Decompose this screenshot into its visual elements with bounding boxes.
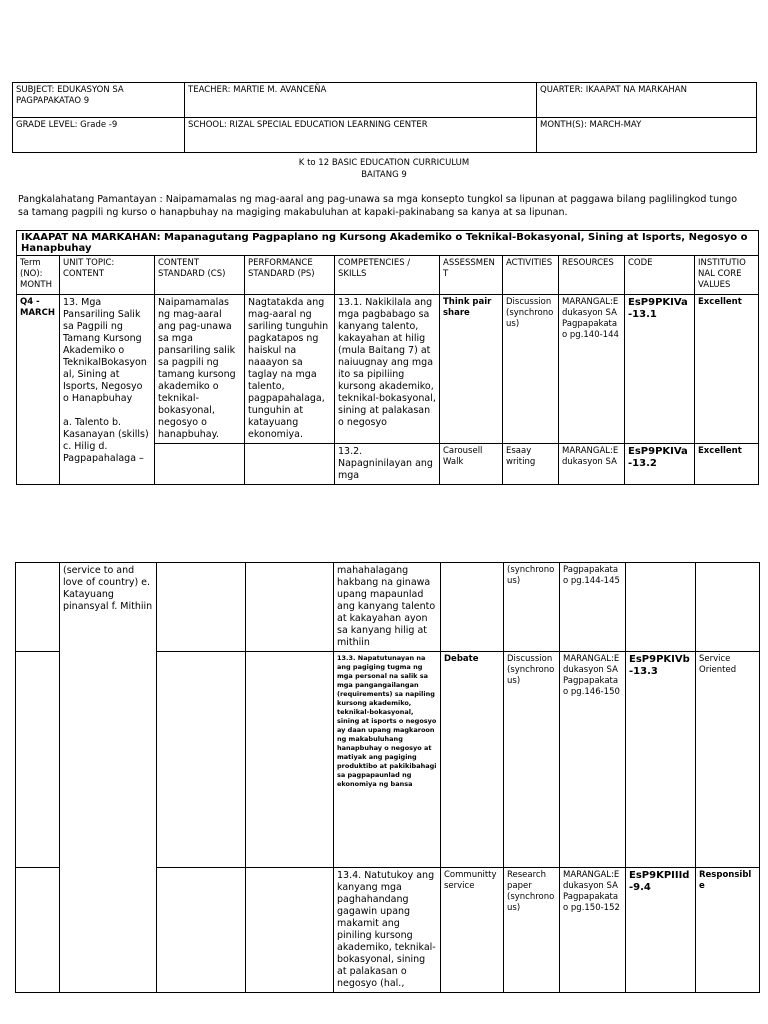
competency-cell: 13.4. Natutukoy ang kanyang mga paghahandang gagawin upang makamit ang piniling kursong akademiko, teknikal-bokasyonal, sining at palakasan o negosyo (hal., bbox=[334, 868, 441, 993]
curriculum-table-page-1 bbox=[16, 230, 759, 485]
assessment-cell bbox=[441, 563, 504, 652]
code-cell: EsP9PKIVb-13.3 bbox=[626, 652, 696, 868]
resources-cell: MARANGAL:E dukasyon SA Pagpapakatao pg.146-150 bbox=[560, 652, 626, 868]
resources-cell: MARANGAL:E dukasyon SA Pagpapakatao pg.150-152 bbox=[560, 868, 626, 993]
term-cell bbox=[16, 652, 60, 868]
performance-standard-cell bbox=[246, 563, 334, 652]
resources-cell: MARANGAL:E dukasyon SA bbox=[559, 444, 625, 485]
term-cell: Q4 - MARCH bbox=[17, 295, 60, 485]
unit-topic-cell: 13. Mga Pansariling Salik sa Pagpili ng Tamang Kursong Akademiko o TeknikalBokasyonal, Sining at Isports, Negosyo o Hanapbuhay a. Talento b. Kasanayan (skills) c. Hilig d. Pagpapahalaga – bbox=[60, 295, 155, 485]
col-core-values: INSTITUTIO NAL CORE VALUES bbox=[695, 256, 759, 295]
content-standard-cell: Naipamamalas ng mag-aaral ang pag-unawa sa mga pansariling salik sa pagpili ng tamang kursong akademiko o teknikal-bokasyonal, negosyo o hanapbuhay. bbox=[155, 295, 245, 444]
content-standard-cell bbox=[157, 868, 246, 993]
performance-standard-cell bbox=[246, 868, 334, 993]
assessment-cell: Carousell Walk bbox=[440, 444, 503, 485]
core-value-cell: Excellent bbox=[695, 295, 759, 444]
activities-cell: Esaay writing bbox=[503, 444, 559, 485]
curriculum-table-page-2 bbox=[15, 562, 760, 993]
general-standard-paragraph: Pangkalahatang Pamantayan : Naipamamalas ng mag-aaral ang pag-unawa sa mga konsepto tungkol sa lipunan at paggawa bilang paglilingkod tungo sa tamang pagpili ng kurso o hanapbuhay na magiging makabuluhan at kapaki-pakinabang sa kanya at sa lipunan. bbox=[18, 194, 738, 218]
activities-cell: Discussion (synchrono us) bbox=[503, 295, 559, 444]
col-content-standard: CONTENT STANDARD (CS) bbox=[155, 256, 245, 295]
quarter-band: IKAAPAT NA MARKAHAN: Mapanagutang Pagpaplano ng Kursong Akademiko o Teknikal-Bokasyonal, Sining at Isports, Negosyo o Hanapbuhay bbox=[17, 231, 759, 256]
col-performance-standard: PERFORMANCE STANDARD (PS) bbox=[245, 256, 335, 295]
col-activities: ACTIVITIES bbox=[503, 256, 559, 295]
resources-cell: Pagpapakatao pg.144-145 bbox=[560, 563, 626, 652]
col-assessment: ASSESSMENT bbox=[440, 256, 503, 295]
assessment-cell: Think pair share bbox=[440, 295, 503, 444]
col-code: CODE bbox=[625, 256, 695, 295]
unit-topic-cell: (service to and love of country) e. Katayuang pinansyal f. Mithiin bbox=[60, 563, 157, 993]
subject-cell: SUBJECT: EDUKASYON SA PAGPAPAKATAO 9 bbox=[13, 83, 185, 118]
performance-standard-cell: Nagtatakda ang mag-aaral ng sariling tunguhin pagkatapos ng haiskul na naaayon sa taglay na mga talento, pagpapahalaga, tunguhin at katayuang ekonomiya. bbox=[245, 295, 335, 444]
competency-cell: mahahalagang hakbang na ginawa upang mapaunlad ang kanyang talento at kakayahan ayon sa kanyang hilig at mithiin bbox=[334, 563, 441, 652]
competency-cell: 13.1. Nakikilala ang mga pagbabago sa kanyang talento, kakayahan at hilig (mula Baitang 7) at naiuugnay ang mga ito sa pipiliing kursong akademiko, teknikal-bokasyonal, sining at palakasan o negosyo bbox=[335, 295, 440, 444]
core-value-cell bbox=[696, 563, 760, 652]
table-row bbox=[17, 295, 759, 444]
core-value-cell: Excellent bbox=[695, 444, 759, 485]
curriculum-title: K to 12 BASIC EDUCATION CURRICULUM bbox=[298, 158, 470, 168]
core-value-cell: Responsibl e bbox=[696, 868, 760, 993]
term-cell bbox=[16, 868, 60, 993]
code-cell bbox=[626, 563, 696, 652]
term-cell bbox=[16, 563, 60, 652]
col-resources: RESOURCES bbox=[559, 256, 625, 295]
grade-level-cell: GRADE LEVEL: Grade -9 bbox=[13, 118, 185, 153]
performance-standard-cell bbox=[245, 444, 335, 485]
code-cell: EsP9PKIVa-13.2 bbox=[625, 444, 695, 485]
content-standard-cell bbox=[155, 444, 245, 485]
assessment-cell: Communitty service bbox=[441, 868, 504, 993]
resources-cell: MARANGAL:E dukasyon SA Pagpapakatao pg.140-144 bbox=[559, 295, 625, 444]
table-row bbox=[16, 563, 760, 652]
col-unit: UNIT TOPIC: CONTENT bbox=[60, 256, 155, 295]
quarter-cell: QUARTER: IKAAPAT NA MARKAHAN bbox=[537, 83, 757, 118]
competency-cell: 13.3. Napatutunayan na ang pagiging tugma ng mga personal na salik sa mga pangangailangan (requirements) sa napiling kursong akademiko, teknikal-bokasyonal, sining at isports o negosyo ay daan upang magkaroon ng makabuluhang hanapbuhay o negosyo at matiyak ang pagiging produktibo at pakikibahagi sa pagpapaunlad ng ekonomiya ng bansa bbox=[334, 652, 441, 868]
content-standard-cell bbox=[157, 563, 246, 652]
grade-title: BAITANG 9 bbox=[361, 170, 407, 180]
code-cell: EsP9KPIIId-9.4 bbox=[626, 868, 696, 993]
core-value-cell: Service Oriented bbox=[696, 652, 760, 868]
activities-cell: (synchrono us) bbox=[504, 563, 560, 652]
performance-standard-cell bbox=[246, 652, 334, 868]
content-standard-cell bbox=[157, 652, 246, 868]
code-cell: EsP9PKIVa-13.1 bbox=[625, 295, 695, 444]
header-info-table bbox=[12, 82, 757, 153]
activities-cell: Research paper (synchrono us) bbox=[504, 868, 560, 993]
competency-cell: 13.2. Napagninilayan ang mga bbox=[335, 444, 440, 485]
months-cell: MONTH(S): MARCH-MAY bbox=[537, 118, 757, 153]
col-competencies: COMPETENCIES / SKILLS bbox=[335, 256, 440, 295]
teacher-cell: TEACHER: MARTIE M. AVANCEÑA bbox=[185, 83, 537, 118]
col-term: Term (NO): MONTH bbox=[17, 256, 60, 295]
activities-cell: Discussion (synchrono us) bbox=[504, 652, 560, 868]
column-header-row bbox=[17, 256, 759, 295]
assessment-cell: Debate bbox=[441, 652, 504, 868]
school-cell: SCHOOL: RIZAL SPECIAL EDUCATION LEARNING CENTER bbox=[185, 118, 537, 153]
